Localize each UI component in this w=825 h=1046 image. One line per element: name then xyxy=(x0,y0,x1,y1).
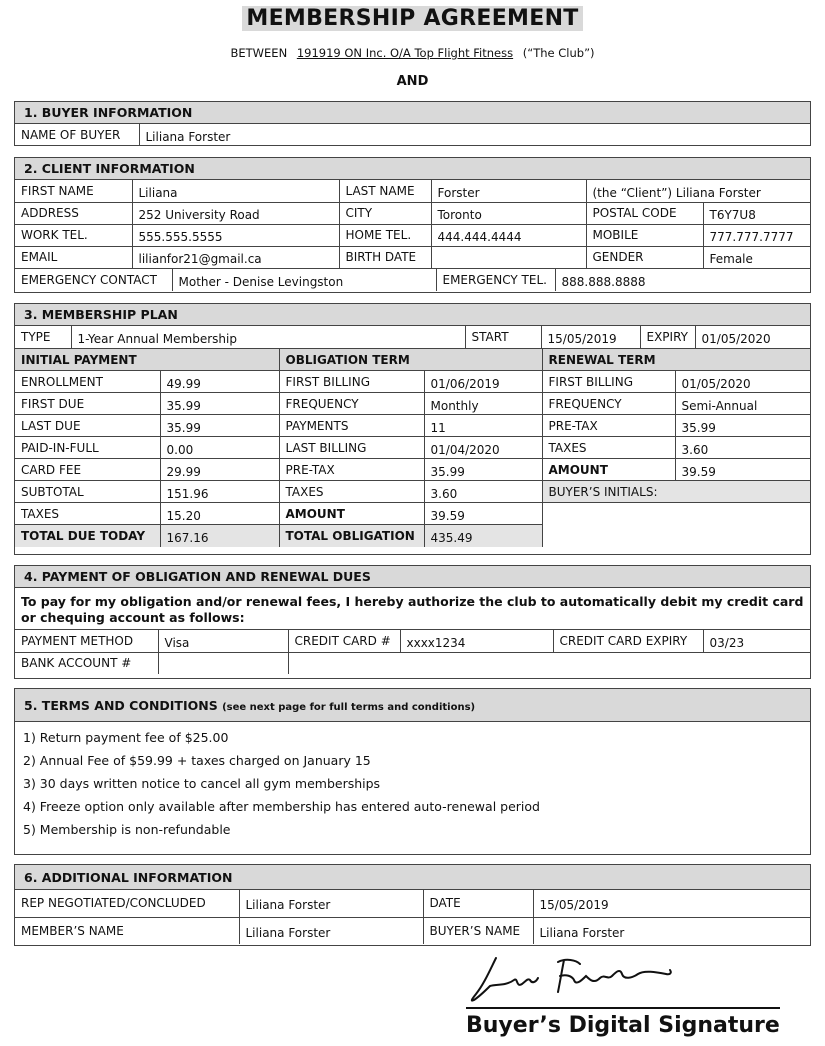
name-of-buyer-label: NAME OF BUYER xyxy=(15,124,139,146)
renewal-first-billing-field[interactable]: 01/05/2020 xyxy=(675,371,810,393)
first-due-label: FIRST DUE xyxy=(15,393,160,415)
member-name-label: MEMBER’S NAME xyxy=(15,917,239,944)
total-due-today-label: TOTAL DUE TODAY xyxy=(15,525,160,547)
obligation-frequency-field[interactable]: Monthly xyxy=(424,393,542,415)
total-obligation-field[interactable]: 435.49 xyxy=(424,525,542,547)
postal-code-field[interactable]: T6Y7U8 xyxy=(703,202,810,224)
name-of-buyer-field[interactable]: Liliana Forster xyxy=(139,124,810,146)
client-table xyxy=(15,180,810,268)
rep-label: REP NEGOTIATED/CONCLUDED xyxy=(15,890,239,917)
work-tel-field[interactable]: 555.555.5555 xyxy=(132,224,339,246)
home-tel-label: HOME TEL. xyxy=(339,224,431,246)
list-item: 2) Annual Fee of $59.99 + taxes charged on January 15 xyxy=(23,753,371,768)
parties-line xyxy=(0,46,825,60)
paid-in-full-field[interactable]: 0.00 xyxy=(160,437,279,459)
first-name-field[interactable]: Liliana xyxy=(132,180,339,202)
total-obligation-label: TOTAL OBLIGATION xyxy=(279,525,424,547)
renewal-term-heading: RENEWAL TERM xyxy=(542,349,810,371)
renewal-frequency-label: FREQUENCY xyxy=(542,393,675,415)
mobile-label: MOBILE xyxy=(586,224,703,246)
rep-field[interactable]: Liliana Forster xyxy=(239,890,423,917)
membership-plan-section xyxy=(14,303,811,555)
renewal-amount-field[interactable]: 39.59 xyxy=(675,459,810,481)
section-heading: 3. MEMBERSHIP PLAN xyxy=(15,304,810,326)
club-name: 191919 ON Inc. O/A Top Flight Fitness xyxy=(296,46,514,60)
enrollment-field[interactable]: 49.99 xyxy=(160,371,279,393)
credit-card-field[interactable]: xxxx1234 xyxy=(400,630,553,652)
additional-table xyxy=(15,890,810,944)
expiry-field[interactable]: 01/05/2020 xyxy=(695,326,810,348)
signature-line xyxy=(466,1007,780,1009)
member-name-field[interactable]: Liliana Forster xyxy=(239,917,423,944)
last-due-field[interactable]: 35.99 xyxy=(160,415,279,437)
emergency-tel-field[interactable]: 888.888.8888 xyxy=(555,269,810,291)
city-label: CITY xyxy=(339,202,431,224)
birth-date-field[interactable] xyxy=(431,246,586,268)
and-label: AND xyxy=(396,74,429,89)
birth-date-label: BIRTH DATE xyxy=(339,246,431,268)
subtotal-field[interactable]: 151.96 xyxy=(160,481,279,503)
renewal-pre-tax-field[interactable]: 35.99 xyxy=(675,415,810,437)
signature-label: Buyer’s Digital Signature xyxy=(466,1013,780,1038)
bank-account-field[interactable] xyxy=(158,652,288,674)
obligation-pre-tax-label: PRE-TAX xyxy=(279,459,424,481)
mobile-field[interactable]: 777.777.7777 xyxy=(703,224,810,246)
section-heading: 6. ADDITIONAL INFORMATION xyxy=(15,865,810,890)
start-field[interactable]: 15/05/2019 xyxy=(541,326,640,348)
email-field[interactable]: lilianfor21@gmail.ca xyxy=(132,246,339,268)
authorization-text: To pay for my obligation and/or renewal fees, I hereby authorize the club to automatically debit my credit card or chequing account as follows: xyxy=(15,588,810,630)
list-item: 1) Return payment fee of $25.00 xyxy=(23,730,229,745)
emergency-table xyxy=(15,268,810,291)
between-label: BETWEEN xyxy=(230,46,288,60)
paid-in-full-label: PAID-IN-FULL xyxy=(15,437,160,459)
plan-type-table xyxy=(15,326,810,348)
obligation-last-billing-field[interactable]: 01/04/2020 xyxy=(424,437,542,459)
expiry-label: EXPIRY xyxy=(640,326,695,348)
section-heading: 2. CLIENT INFORMATION xyxy=(15,158,810,180)
address-label: ADDRESS xyxy=(15,202,132,224)
page-title: MEMBERSHIP AGREEMENT xyxy=(0,6,825,31)
terms-section xyxy=(14,688,811,855)
renewal-amount-label: AMOUNT xyxy=(542,459,675,481)
additional-information-section xyxy=(14,864,811,946)
date-field[interactable]: 15/05/2019 xyxy=(533,890,810,917)
plan-terms-table xyxy=(15,348,810,547)
gender-field[interactable]: Female xyxy=(703,246,810,268)
payment-method-field[interactable]: Visa xyxy=(158,630,288,652)
renewal-frequency-field[interactable]: Semi-Annual xyxy=(675,393,810,415)
buyers-initials-field[interactable] xyxy=(542,503,810,547)
terms-heading-note: (see next page for full terms and conditions) xyxy=(222,702,476,713)
credit-card-expiry-label: CREDIT CARD EXPIRY xyxy=(553,630,703,652)
credit-card-label: CREDIT CARD # xyxy=(288,630,400,652)
initial-payment-heading: INITIAL PAYMENT xyxy=(15,349,279,371)
obligation-pre-tax-field[interactable]: 35.99 xyxy=(424,459,542,481)
list-item: 3) 30 days written notice to cancel all gym memberships xyxy=(23,776,381,791)
total-due-today-field[interactable]: 167.16 xyxy=(160,525,279,547)
obligation-term-heading: OBLIGATION TERM xyxy=(279,349,542,371)
emergency-contact-field[interactable]: Mother - Denise Levingston xyxy=(172,269,436,291)
obligation-payments-field[interactable]: 11 xyxy=(424,415,542,437)
emergency-tel-label: EMERGENCY TEL. xyxy=(436,269,555,291)
taxes-field[interactable]: 15.20 xyxy=(160,503,279,525)
type-label: TYPE xyxy=(15,326,71,348)
home-tel-field[interactable]: 444.444.4444 xyxy=(431,224,586,246)
enrollment-label: ENROLLMENT xyxy=(15,371,160,393)
buyers-initials-label: BUYER’S INITIALS: xyxy=(542,481,810,503)
first-name-label: FIRST NAME xyxy=(15,180,132,202)
section-heading: 4. PAYMENT OF OBLIGATION AND RENEWAL DUES xyxy=(15,566,810,588)
obligation-taxes-field[interactable]: 3.60 xyxy=(424,481,542,503)
date-label: DATE xyxy=(423,890,533,917)
last-name-label: LAST NAME xyxy=(339,180,431,202)
obligation-amount-field[interactable]: 39.59 xyxy=(424,503,542,525)
buyer-information-section xyxy=(14,101,811,146)
client-information-section xyxy=(14,157,811,293)
obligation-frequency-label: FREQUENCY xyxy=(279,393,424,415)
terms-list xyxy=(15,722,810,841)
signature-image xyxy=(466,950,686,1010)
club-alias: (“The Club”) xyxy=(522,46,595,60)
obligation-first-billing-label: FIRST BILLING xyxy=(279,371,424,393)
buyer-name-label: BUYER’S NAME xyxy=(423,917,533,944)
obligation-payments-label: PAYMENTS xyxy=(279,415,424,437)
buyer-name-field[interactable]: Liliana Forster xyxy=(533,917,810,944)
address-field[interactable]: 252 University Road xyxy=(132,202,339,224)
client-note: (the “Client”) Liliana Forster xyxy=(586,180,810,202)
email-label: EMAIL xyxy=(15,246,132,268)
section-heading: 1. BUYER INFORMATION xyxy=(15,102,810,124)
subtotal-label: SUBTOTAL xyxy=(15,481,160,503)
credit-card-expiry-field[interactable]: 03/23 xyxy=(703,630,810,652)
obligation-amount-label: AMOUNT xyxy=(279,503,424,525)
obligation-taxes-label: TAXES xyxy=(279,481,424,503)
emergency-contact-label: EMERGENCY CONTACT xyxy=(15,269,172,291)
last-name-field[interactable]: Forster xyxy=(431,180,586,202)
renewal-first-billing-label: FIRST BILLING xyxy=(542,371,675,393)
bank-account-label: BANK ACCOUNT # xyxy=(15,652,158,674)
renewal-taxes-label: TAXES xyxy=(542,437,675,459)
card-fee-label: CARD FEE xyxy=(15,459,160,481)
start-label: START xyxy=(465,326,541,348)
postal-code-label: POSTAL CODE xyxy=(586,202,703,224)
taxes-label: TAXES xyxy=(15,503,160,525)
last-due-label: LAST DUE xyxy=(15,415,160,437)
first-due-field[interactable]: 35.99 xyxy=(160,393,279,415)
gender-label: GENDER xyxy=(586,246,703,268)
payment-section xyxy=(14,565,811,679)
bank-account-blank xyxy=(288,652,810,674)
city-field[interactable]: Toronto xyxy=(431,202,586,224)
type-field[interactable]: 1-Year Annual Membership xyxy=(71,326,465,348)
payment-table xyxy=(15,630,810,674)
renewal-taxes-field[interactable]: 3.60 xyxy=(675,437,810,459)
terms-heading: 5. TERMS AND CONDITIONS xyxy=(24,698,218,713)
list-item: 4) Freeze option only available after membership has entered auto-renewal period xyxy=(23,799,540,814)
payment-method-label: PAYMENT METHOD xyxy=(15,630,158,652)
renewal-pre-tax-label: PRE-TAX xyxy=(542,415,675,437)
obligation-last-billing-label: LAST BILLING xyxy=(279,437,424,459)
list-item: 5) Membership is non-refundable xyxy=(23,822,231,837)
buyer-table xyxy=(15,124,810,146)
work-tel-label: WORK TEL. xyxy=(15,224,132,246)
card-fee-field[interactable]: 29.99 xyxy=(160,459,279,481)
section-heading xyxy=(15,689,810,722)
obligation-first-billing-field[interactable]: 01/06/2019 xyxy=(424,371,542,393)
